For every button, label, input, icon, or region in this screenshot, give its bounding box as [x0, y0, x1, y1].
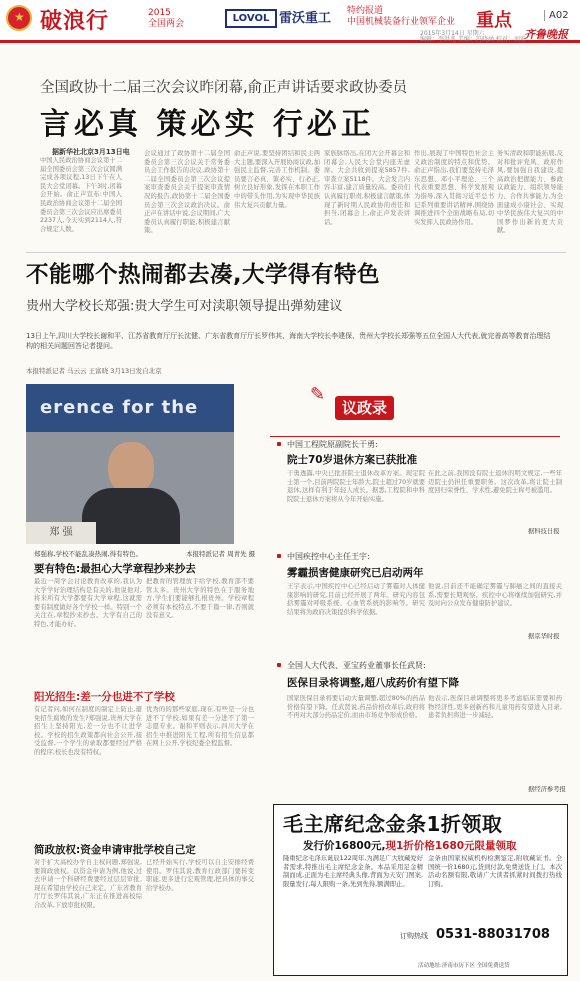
article2-byline: 本报特派记者 马云云 王富晓 3月13日发自北京 [26, 367, 162, 375]
column-title: 破浪行 [40, 8, 110, 34]
special-line-2: 中国机械装备行业领军企业 [347, 17, 456, 27]
photo-backdrop-text: erence for the [26, 384, 234, 432]
bullet-icon [277, 663, 281, 667]
commentary-headline: 医保目录将调整,超八成药价有望下降 [287, 677, 459, 689]
event-year: 2015 [148, 8, 171, 18]
article1-column: 务实清政和职能拓展,反对和批评党风、政府作风,要加强自我建设,提高政治把握能力、参政议政能力、组织领导能力、合作共事能力,为全面建成小康社会、实现中华民族伟大复兴的中国梦作出新的更大贡献。 [497, 150, 563, 235]
news-photo [26, 384, 234, 544]
section-label: 重点 [476, 10, 512, 31]
issue-date: 2015年3月14日 星期六 [420, 30, 485, 37]
commentary-text: 在此之前,我国没有院士退休的明文规定,一些年迈院士仍担任重要职务。这次改革,将让院士制度回归荣誉性、学术性,避免院士称号被滥用。 [428, 470, 562, 495]
photo-name-card: 郑 强 [26, 522, 96, 544]
article2-column: 有记者问,如何在制度的制定上防止,避免招生腐败的发生?郑强说,贵州大学在招生上坚持阳光,差一分也不让进学校。学校的招生政策都向社会公开,接受监督,一个学生的录取都要经过严格的程序,校长也没有特权。 [34, 706, 142, 756]
commentary-speaker: 中国工程院原副院长干勇: [287, 440, 378, 449]
ad-footer: 活动地址:济南市历下区 全国免费送货 [418, 963, 510, 969]
article1-dateline: 据新华社北京3月13日电 [52, 148, 130, 156]
bullet-icon [277, 554, 281, 558]
commentary-text: 干勇透露,中央已批准院士退休改革方案。现定院士第一个,目前两院院士年龄大,院士超过70岁就要退休,这样有利于年轻人成长。据悉,工程院和中科院院士退休方案将从今年开始实施。 [287, 470, 425, 503]
article2-subheadline: 贵州大学校长郑强:贵大学生可对渎职领导提出弹劾建议 [26, 299, 343, 314]
article2-lead: 13日上午,四川大学校长谢和平、江苏省教育厅厅长沈健、广东省教育厅厅长罗伟其、海南大学校长李建保、贵州大学校长郑强等五位全国人大代表,就完善高等教育治理结构的相关问题回答记者提问。 [26, 332, 551, 350]
article2-column: 把教育的管理放手给学校,教育部不要管太多。贵州大学的特色在于服务地方,学生们要能够扎根贵州。学校章程必须有本校特点,不要千篇一律,否则就没有意义。 [146, 578, 254, 620]
ad-text: 金条由国家权威机构检测鉴定,附收藏证书。全国统一价1680元,货到付款,免费送货上门。本次活动名额有限,敬请广大读者抓紧时间拨打热线订购。 [428, 855, 562, 888]
section-subhead: 阳光招生:差一分也进不了学校 [34, 691, 175, 703]
article2-column: 已经开始实行,学校可以自主安排经费使用。罗伟其说,教育行政部门要转变职能,更多进行宏观管理,把具体的事交给学校办。 [146, 859, 254, 892]
special-line-1: 特约报道 [347, 6, 384, 16]
commentary-text: 国家医保目录将要启动大量调整,超过80%的药品价格有望下降。任武贤说,药品价格改革后,政府将不再对大部分药品定价,而由市场竞争形成价格。 [287, 695, 425, 720]
commentary-speaker: 全国人大代表、亚宝药业董事长任武贤: [287, 661, 426, 670]
commentary-credit: 据科技日报 [528, 528, 560, 535]
commentary-text: 王宇表示,中国疾控中心已经启动了雾霾对人体健康影响的研究,目前已经开展了两年。研究内容包括雾霾对呼吸系统、心血管系统的影响等。研究结果将为政府决策提供科学依据。 [287, 583, 425, 616]
article1-column: 俞正声说,要坚持团结和民主两大主题,要深入开展协商议政,加强民主监督,完善工作机制。委员要言必真、策必实、行必正,树立良好形象,发挥在本职工作中的带头作用,为实现中华民族伟大复兴贡献力量。 [234, 150, 320, 209]
section-subhead: 要有特色:最担心大学章程抄来抄去 [34, 563, 196, 575]
commentary-text: 他说,目前还不能确定雾霾与肺癌之间的直接关系,需要长期观察。疾控中心将继续加强研究,并及时向公众发布健康防护建议。 [428, 583, 562, 608]
ad-text: 隆重纪念毛泽东诞辰122周年,为满足广大收藏爱好者需求,特推出毛主席纪念金条。本品采用足金精制而成,正面为毛主席经典头像,背面为天安门图案,限量发行,每人限购一条,先到先得,额满即止。 [283, 855, 423, 888]
photo-subject-body [82, 488, 180, 544]
photo-caption: 郑强称,学校不能乱凑热闹,得有特色。 [34, 550, 143, 558]
editor-credits: 编辑：李洪兆 美编：冯晓涵 校对：刘宏 [420, 36, 526, 43]
ad-subtitle: 发行价16800元,现1折价格1680元限量领取 [303, 840, 517, 852]
divider [26, 252, 566, 253]
article2-column: 最近一周学会讨论教育改革的,我认为大学学好治理结构是有关的,他说他对,将来所有大学都要有大学章程,这就需要有制度做好各个学校一样。特别一个关注在,章程抄来抄去。大学有自己的特色,才能办好。 [34, 578, 142, 628]
bullet-icon [277, 442, 281, 446]
emblem-icon [6, 5, 32, 31]
article1-kicker: 全国政协十二届三次会议昨闭幕,俞正声讲话要求政协委员 [40, 80, 408, 96]
lovol-logo: LOVOL [225, 9, 277, 28]
event-name: 全国两会 [148, 19, 185, 29]
commentary-title: 议政录 [335, 396, 394, 420]
article1-column: 会议通过了政协第十二届全国委员会第三次会议关于常务委员会工作报告的决议,政协第十二届全国委员会第三次会议提案审查委员会关于提案审查情况的报告,政协第十二届全国委员会第三次会议政治决议。俞正声在讲话中说,会议期间,广大委员认真履行职能,积极建言献策。 [144, 150, 230, 235]
commentary-headline: 雾霾损害健康研究已启动两年 [287, 567, 424, 579]
commentary-text: 他表示,医保目录调整将更多考虑临床需要和药物经济性,更多创新药和儿童用药有望进入目录,患者负担将进一步减轻。 [428, 695, 562, 720]
photo-subject-face [108, 442, 154, 494]
ad-hotline: 0531-88031708 [436, 927, 550, 942]
section-subhead: 简政放权:资金申请审批学校自己定 [34, 844, 196, 856]
paper-logo: 齐鲁晚报 [524, 28, 568, 41]
article1-headline: 言必真 策必实 行必正 [40, 107, 375, 142]
page-number: A02 [544, 10, 569, 21]
article1-column: 作出,展现了中国特色社会主义政治制度的特点和优势。俞正声指出,我们要坚持毛泽东思想、邓小平理论、三个代表重要思想、科学发展观为指导,深入贯彻习近平总书记系列重要讲话精神,围绕协调推进四个全面战略布局,切实发挥人民政协作用。 [414, 150, 494, 226]
commentary-credit: 据经济参考报 [528, 786, 566, 793]
event-label [148, 8, 184, 30]
star-icon: ✎ [310, 384, 326, 405]
article2-column: 优秀的的那些家庭,现在,有些是一分也进不了学校,如果有差一分进不了第一志愿专业。谢和平则表示,四川大学在招生中推进阳光工程,所有招生信息都在网上公开,学校纪委全程监督。 [146, 706, 254, 748]
article1-column: 家族脉络出,在闭大会开幕会和闭幕会,人民大会堂内座无虚席。大会共收到提案5857件,审查立案5118件。大会发言内容丰富,建言质量较高。委员们认真履行职责,积极建言献策,体现了新时期人民政协的责任和担当,闭幕会上,俞正声发表讲话。 [324, 150, 410, 226]
article2-headline: 不能哪个热闹都去凑,大学得有特色 [26, 262, 381, 288]
ad-title: 毛主席纪念金条1折领取 [283, 812, 503, 836]
photo-credit: 本报特派记者 周青先 摄 [186, 550, 256, 558]
commentary-headline: 院士70岁退休方案已获批准 [287, 454, 418, 466]
sponsor-name: 雷沃重工 [279, 11, 332, 26]
article1-column: 中国人民政治协商会议第十二届全国委员会第三次会议圆满完成各项议程,13日下午在人民大会堂闭幕。下午3时,闭幕会开始。俞正声宣布:中国人民政治协商会议第十二届全国委员会第三次会议应出席委员2237人,今天实到2114人,符合规定人数。 [40, 157, 122, 233]
commentary-credit: 据京华时报 [528, 633, 560, 640]
commentary-speaker: 中国疾控中心主任王宇: [287, 552, 370, 561]
special-report-label [347, 6, 455, 28]
ad-hotline-label: 订购热线 [400, 932, 428, 940]
article2-column: 对于扩大高校办学自主权问题,郑强说,要简政放权。以资金申请为例,他说,过去申请一个科研经费要经过层层审批,现在希望由学校自己来定。广东省教育厅厅长罗伟其说,广东正在推进高校综合改革,下放审批权限。 [34, 859, 142, 909]
commentary-rule [270, 436, 560, 437]
